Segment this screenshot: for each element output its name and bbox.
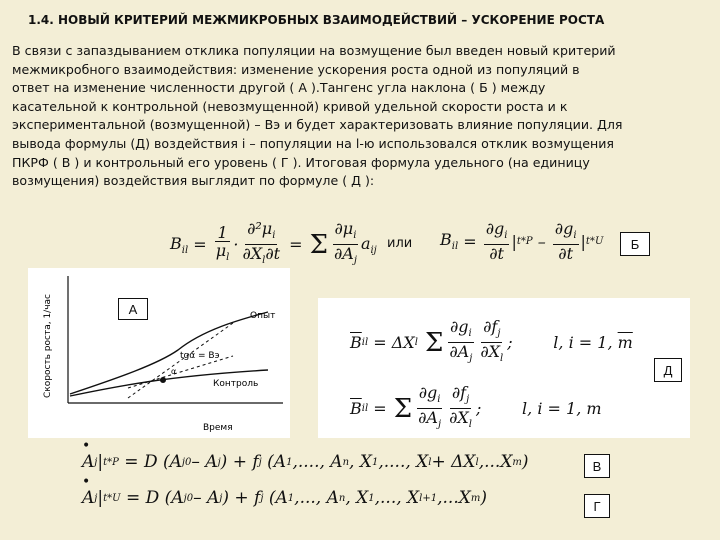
graph-panel (28, 268, 290, 438)
growth-rate-graph (28, 268, 290, 438)
formula-b-il-left: $B_{il}$ = $\frac{1}{\mu_l}$ · $\frac{\partial^2\mu_i}{\partial X_l\partial t}$ = Σ $\frac{\partial\mu_i}{\partial A_j}$ $a_{ij}$ (170, 219, 377, 267)
body-line: касательной к контрольной (невозмущенной) кривой удельной скорости роста и к (12, 98, 568, 114)
body-paragraph (12, 42, 712, 191)
tangent-label: tgα = Bэ (180, 351, 220, 361)
label-box-v: В (584, 454, 610, 478)
series-exp-label: Опыт (250, 311, 276, 321)
alpha-label: α (171, 367, 177, 376)
formula-d-top: $\overline{B}$ il = ΔX l Σ $\frac{\partial g_i}{\partial A_j}$ $\frac{\partial f_j}{\partial X_l}$ ; l, i = 1, $\overline{m}$ (350, 317, 633, 365)
formula-v: • A j | t* P = D (A j 0 – A j ) + f j (A 1 ,...., A n , X 1 ,...., X l + ΔX l ,...X m ) (82, 452, 529, 472)
formula-d-bottom: $\overline{B}$ il = Σ $\frac{\partial g_i}{\partial A_j}$ $\frac{\partial f_j}{\partial X_l}$ ; l, i = 1, m (350, 383, 602, 431)
x-axis-label: Время (203, 423, 233, 433)
label-box-g: Г (584, 494, 610, 518)
label-box-d: Д (654, 358, 682, 382)
formula-g: • A j | t* U = D (A j 0 – A j ) + f j (A 1 ,..., A n , X 1 ,..., X l+1 ,...X m ) (82, 488, 487, 508)
y-axis-label: Скорость роста, 1/час (43, 294, 53, 398)
label-box-a: А (118, 298, 148, 320)
body-line: В связи с запаздыванием отклика популяции на возмущение был введен новый критерий (12, 43, 616, 58)
body-line: межмикробного взаимодействия: изменение ускорения роста одной из популяций в (12, 61, 580, 77)
or-label: или (387, 236, 413, 251)
body-line: возмущения) воздействия выглядит по формуле ( Д ): (12, 173, 375, 189)
body-line: ответ на изменение численности другой ( А ).Тангенс угла наклона ( Б ) между (12, 80, 546, 96)
body-line: ПКРФ ( В ) и контрольный его уровень ( Г ). Итоговая формула удельного (на единицу (12, 154, 590, 170)
formula-b-il-right: $B_{il}$ = $\frac{\partial g_i}{\partial t}$ | t* P – $\frac{\partial g_i}{\partial t}$ | t* U (440, 219, 604, 264)
body-line: экспериментальной (возмущенной) – Вэ и будет характеризовать влияние популяции. Для (12, 117, 623, 133)
label-box-b: Б (620, 232, 650, 256)
page-title: 1.4. НОВЫЙ КРИТЕРИЙ МЕЖМИКРОБНЫХ ВЗАИМОДЕЙСТВИЙ – УСКОРЕНИЕ РОСТА (28, 13, 605, 27)
body-line: вывода формулы (Д) воздействия i – популяции на l-ю использовался отклик возмущения (12, 135, 615, 151)
series-ctrl-label: Контроль (213, 379, 259, 389)
